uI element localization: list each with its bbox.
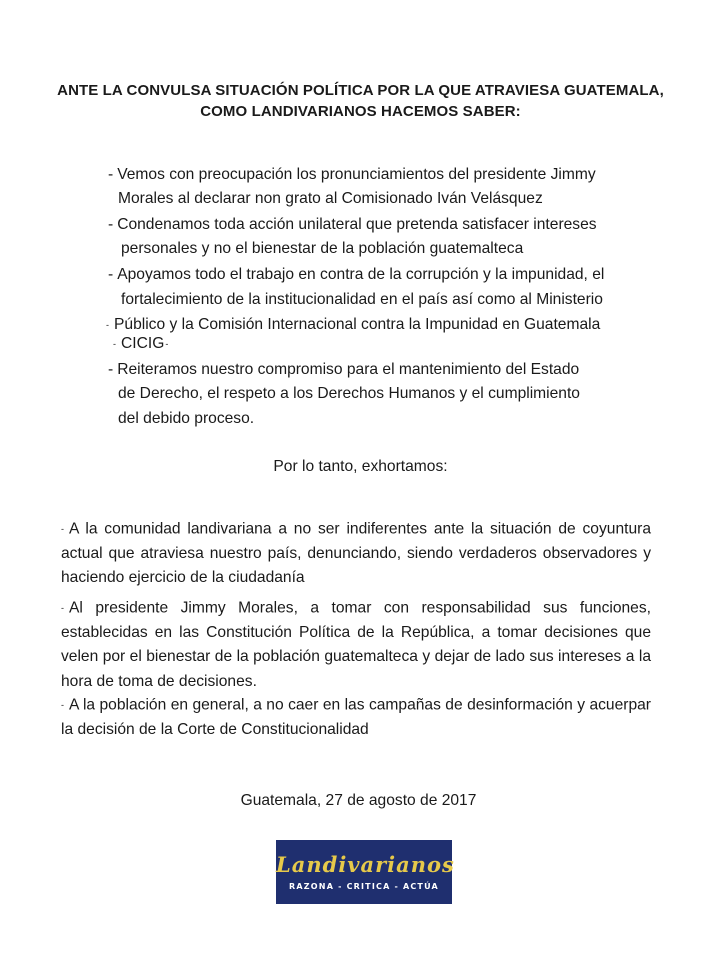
bullet-3-line-2: fortalecimiento de la institucionalidad en el país así como al Ministerio [121,291,603,308]
title-line-1: ANTE LA CONVULSA SITUACIÓN POLÍTICA POR LA QUE ATRAVIESA GUATEMALA, [57,82,664,99]
bullet-3-line-3: - Público y la Comisión Internacional contra la Impunidad en Guatemala [106,313,600,337]
exhortation-3: - A la población en general, a no caer en las campañas de desinformación y acuerpar la decisión de la Corte de Constitucionalidad [61,693,651,742]
bullet-dash: - [106,320,109,330]
exhortation-1: - A la comunidad landivariana a no ser indiferentes ante la situación de coyuntura actual que atraviesa nuestro país, denunciando, siendo verdaderos observadores y haciendo ejercicio de la ciudadanía [61,517,651,591]
exhort-dash: - [61,700,64,710]
bullet-4-line-2: de Derecho, el respeto a los Derechos Humanos y el cumplimiento [118,385,580,402]
title-line-2: COMO LANDIVARIANOS HACEMOS SABER: [200,103,521,120]
bullet-3-line-4: - CICIG- [113,332,173,356]
exhortation-2: - Al presidente Jimmy Morales, a tomar con responsabilidad sus funciones, establecidas en las Constitución Política de la República, a tomar decisiones que velen por el bienestar de la población guatemalteca y dejar de lado sus intereses a la hora de toma de decisiones. [61,596,651,694]
document-title [40,80,681,122]
logo-wordmark: Landivarianos [276,852,455,877]
bullet-dash: - [113,339,116,349]
exhort-heading: Por lo tanto, exhortamos: [273,458,448,475]
bullet-dash-trailing: - [165,339,169,349]
exhort-dash: - [61,524,64,534]
bullet-dash: - [108,216,114,233]
exhort-dash: - [61,603,64,613]
bullet-4-line-1: - Reiteramos nuestro compromiso para el mantenimiento del Estado [108,358,579,382]
date-line: Guatemala, 27 de agosto de 2017 [240,792,477,809]
bullet-dash: - [108,166,114,183]
bullet-2-line-2: personales y no el bienestar de la población guatemalteca [121,240,524,257]
landivarianos-logo [276,840,455,904]
bullet-3-line-1: - Apoyamos todo el trabajo en contra de la corrupción y la impunidad, el [108,263,604,287]
bullet-1-line-2: Morales al declarar non grato al Comisionado Iván Velásquez [118,190,543,207]
logo-tagline: RAZONA - CRITICA - ACTÚA [289,882,439,891]
bullet-2-line-1: - Condenamos toda acción unilateral que pretenda satisfacer intereses [108,213,597,237]
bullet-dash: - [108,266,114,283]
bullet-1-line-1: - Vemos con preocupación los pronunciamientos del presidente Jimmy [108,163,596,187]
bullet-4-line-3: del debido proceso. [118,410,255,427]
bullet-dash: - [108,361,114,378]
